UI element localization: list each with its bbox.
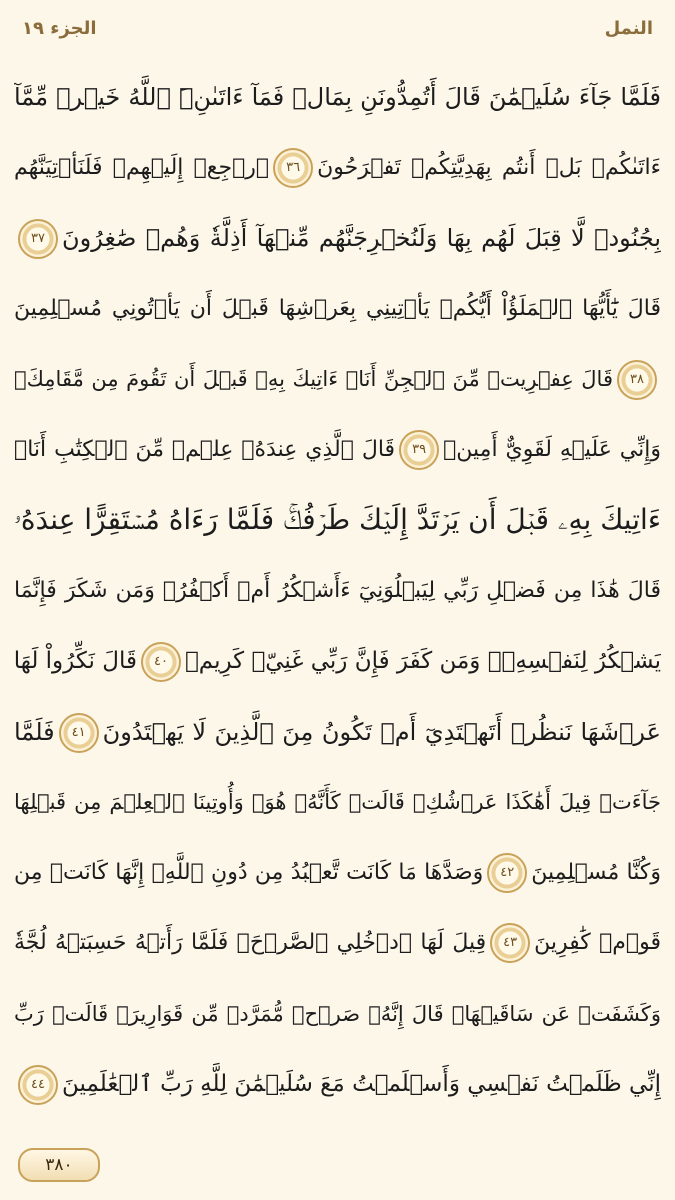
text-line (14, 908, 661, 979)
verse-text: إِنِّي ظَلَمۡتُ نَفۡسِي وَأَسۡلَمۡتُ مَعَ سُلَيۡمَٰنَ لِلَّهِ رَبِّ ٱلۡعَٰلَمِينَ (62, 1071, 661, 1097)
verse-text: قَالَ هَٰذَا مِن فَضۡلِ رَبِّي لِيَبۡلُوَنِيٓ ءَأَشۡكُرُ أَمۡ أَكۡفُرُۖ وَمَن شَكَرَ فَإِنَّمَا (14, 577, 661, 603)
verse-text: قَالَ عِفۡرِيتٞ مِّنَ ٱلۡجِنِّ أَنَا۠ ءَاتِيكَ بِهِۦ قَبۡلَ أَن تَقُومَ مِن مَّقَامِكَۖ (14, 367, 613, 391)
text-line (14, 344, 661, 415)
verse-text: جَآءَتۡ قِيلَ أَهَٰكَذَا عَرۡشُكِۖ قَالَتۡ كَأَنَّهُۥ هُوَۚ وَأُوتِينَا ٱلۡعِلۡمَ مِن قَبۡلِهَا (14, 790, 661, 814)
text-line (14, 274, 661, 345)
page-header (0, 0, 675, 56)
text-line (14, 626, 661, 697)
ayah-number-marker: ٤٤ (18, 1065, 58, 1105)
verse-text: وَكُنَّا مُسۡلِمِينَ (531, 859, 661, 885)
ayah-number-marker: ٤٠ (141, 642, 181, 682)
verse-text: قَالَ يَٰٓأَيُّهَا ٱلۡمَلَؤُاْ أَيُّكُمۡ يَأۡتِينِي بِعَرۡشِهَا قَبۡلَ أَن يَأۡتُونِي مُسۡلِمِينَ (14, 295, 661, 321)
verse-text: فَلَمَّا (14, 717, 55, 746)
text-line (14, 556, 661, 627)
verse-text: قِيلَ لَهَا ٱدۡخُلِي ٱلصَّرۡحَۖ فَلَمَّا رَأَتۡهُ حَسِبَتۡهُ لُجَّةٗ (14, 930, 487, 955)
verse-text: يَشۡكُرُ لِنَفۡسِهِۦۖ وَمَن كَفَرَ فَإِنَّ رَبِّي غَنِيّٞ كَرِيمٞ (184, 648, 661, 674)
text-line (14, 133, 661, 204)
ayah-number-marker: ٣٧ (18, 219, 58, 259)
verse-text: وَصَدَّهَا مَا كَانَت تَّعۡبُدُ مِن دُونِ ٱللَّهِۖ إِنَّهَا كَانَتۡ مِن (14, 859, 484, 885)
text-line (14, 838, 661, 909)
verse-text: قَالَ ٱلَّذِي عِندَهُۥ عِلۡمٞ مِّنَ ٱلۡكِتَٰبِ أَنَا۠ (14, 436, 396, 462)
text-line (14, 697, 661, 768)
text-line (14, 62, 661, 133)
surah-name: النمل (604, 17, 653, 39)
verse-text: ءَاتَىٰكُمۚ بَلۡ أَنتُم بِهَدِيَّتِكُمۡ تَفۡرَحُونَ (317, 154, 661, 180)
quran-page-text (14, 62, 661, 1120)
text-line (14, 485, 661, 556)
verse-text: قَالَ نَكِّرُواْ لَهَا (14, 648, 137, 674)
ayah-number-marker: ٣٦ (273, 148, 313, 188)
ayah-number-marker: ٤٣ (490, 923, 530, 963)
verse-text: فَلَمَّا جَآءَ سُلَيۡمَٰنَ قَالَ أَتُمِدُّونَنِ بِمَالٖ فَمَآ ءَاتَىٰنِۦَ ٱللَّهُ خَيۡرٞ مِّمَّآ (14, 83, 661, 111)
page-number-badge (18, 1148, 100, 1182)
verse-text: ءَاتِيكَ بِهِۦ قَبۡلَ أَن يَرۡتَدَّ إِلَيۡكَ طَرۡفُكَۚ فَلَمَّا رَءَاهُ مُسۡتَقِرًّا عِندَهُۥ (14, 503, 661, 536)
verse-text: قَوۡمٖ كَٰفِرِينَ (534, 930, 661, 955)
verse-text: عَرۡشَهَا نَنظُرۡ أَتَهۡتَدِيٓ أَمۡ تَكُونُ مِنَ ٱلَّذِينَ لَا يَهۡتَدُونَ (102, 717, 661, 746)
verse-text: وَإِنِّي عَلَيۡهِ لَقَوِيٌّ أَمِينٞ (443, 436, 661, 462)
text-line (14, 415, 661, 486)
text-line (14, 979, 661, 1050)
ayah-number-marker: ٣٩ (399, 430, 439, 470)
text-line (14, 203, 661, 274)
text-line (14, 767, 661, 838)
ayah-number-marker: ٤٢ (487, 853, 527, 893)
text-line (14, 1049, 661, 1120)
juz-label: الجزء ١٩ (22, 17, 97, 39)
ayah-number-marker: ٤١ (59, 713, 99, 753)
verse-text: ٱرۡجِعۡ إِلَيۡهِمۡ فَلَنَأۡتِيَنَّهُم (14, 154, 270, 180)
verse-text: وَكَشَفَتۡ عَن سَاقَيۡهَاۚ قَالَ إِنَّهُۥ صَرۡحٞ مُّمَرَّدٞ مِّن قَوَارِيرَۗ قَالَتۡ رَبِّ (14, 1001, 661, 1026)
verse-text: بِجُنُودٖ لَّا قِبَلَ لَهُم بِهَا وَلَنُخۡرِجَنَّهُم مِّنۡهَآ أَذِلَّةٗ وَهُمۡ صَٰغِرُونَ (62, 224, 661, 252)
page-number: ٣٨٠ (45, 1155, 73, 1175)
ayah-number-marker: ٣٨ (617, 360, 657, 400)
